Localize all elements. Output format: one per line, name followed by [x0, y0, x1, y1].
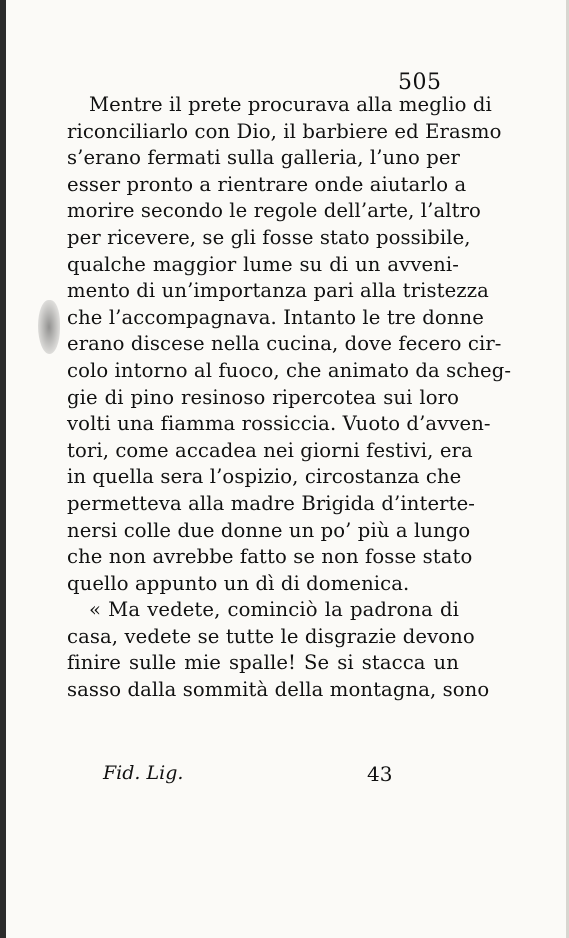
- page-number: 505: [398, 70, 442, 95]
- text-line: mento di un’importanza pari alla tristezza: [67, 279, 489, 303]
- text-line: finire sulle mie spalle! Se si stacca un: [67, 651, 459, 675]
- text-line: volti una fiamma rossiccia. Vuoto d’avven-: [67, 412, 491, 436]
- text-line: riconciliarlo con Dio, il barbiere ed Erasmo: [67, 119, 502, 143]
- text-line: esser pronto a rientrare onde aiutarlo a: [67, 172, 467, 196]
- text-line: morire secondo le regole dell’arte, l’altro: [67, 199, 481, 223]
- text-line: tori, come accadea nei giorni festivi, era: [67, 438, 473, 462]
- text-line: gie di pino resinoso ripercotea sui loro: [67, 385, 459, 409]
- text-line: s’erano fermati sulla galleria, l’uno per: [67, 146, 461, 170]
- sheet-number: 43: [367, 762, 393, 786]
- text-line: nersi colle due donne un po’ più a lungo: [67, 518, 471, 542]
- text-line: erano discese nella cucina, dove fecero cir-: [67, 332, 502, 356]
- text-line: « Ma vedete, cominciò la padrona di: [89, 598, 459, 622]
- paragraph-1: [67, 92, 512, 597]
- text-line: Mentre il prete procurava alla meglio di: [89, 93, 492, 116]
- text-line: casa, vedete se tutte le disgrazie devono: [67, 624, 475, 648]
- paragraph-2: [67, 597, 490, 703]
- text-line: sasso dalla sommità della montagna, sono: [67, 678, 490, 702]
- text-line: per ricevere, se gli fosse stato possibile,: [67, 225, 471, 249]
- body-text: [67, 92, 512, 704]
- text-line: permetteva alla madre Brigida d’interte-: [67, 491, 475, 515]
- page-binding-edge: [0, 0, 6, 938]
- text-line: qualche maggior lume su di un avveni-: [67, 252, 459, 276]
- ink-smudge: [38, 300, 60, 354]
- text-line: quello appunto un dì di domenica.: [67, 571, 410, 595]
- text-line: che non avrebbe fatto se non fosse stato: [67, 545, 473, 569]
- printer-signature: Fid. Lig.: [103, 762, 184, 784]
- text-line: che l’accompagnava. Intanto le tre donne: [67, 305, 484, 329]
- text-line: colo intorno al fuoco, che animato da scheg-: [67, 358, 512, 382]
- text-line: in quella sera l’ospizio, circostanza che: [67, 465, 462, 489]
